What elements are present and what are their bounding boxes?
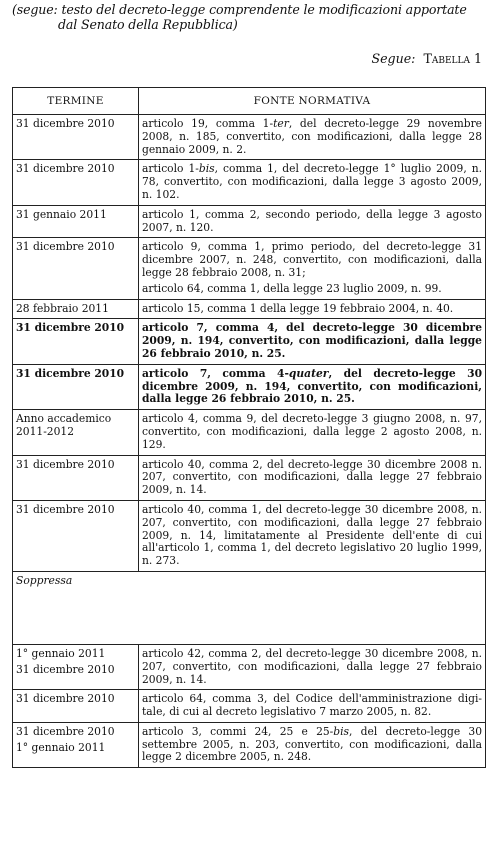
termine-cell bbox=[13, 410, 139, 455]
table-row bbox=[13, 690, 486, 723]
column-header-termine: TERMINE bbox=[13, 88, 139, 115]
termine-cell bbox=[13, 455, 139, 500]
fonte-normativa-cell bbox=[139, 410, 486, 455]
fonte-normativa-text: articolo 1-bis, comma 1, del decreto-legge 1° luglio 2009, n. 78, convertito, con modificazioni, dalla legge 3 agosto 2009, n. 102. bbox=[142, 162, 483, 201]
termine-value: 1° gennaio 2011 bbox=[16, 646, 106, 660]
fonte-normativa-cell bbox=[139, 690, 486, 723]
termine-cell bbox=[13, 160, 139, 205]
fonte-normativa-text: articolo 1, comma 2, secondo periodo, della legge 3 agosto 2007, n. 120. bbox=[142, 207, 482, 234]
fonte-normativa-text: articolo 4, comma 9, del decreto-legge 3 giugno 2008, n. 97, convertito, con modificazioni, dalla legge 2 agosto 2008, n. 129. bbox=[142, 412, 482, 451]
termine-value: 31 dicembre 2010 bbox=[16, 502, 115, 516]
fonte-normativa-text: articolo 7, comma 4, del decreto-legge 30 dicembre 2009, n. 194, convertito, con modificazioni, dalla legge 26 febbraio 2010, n. 25. bbox=[142, 321, 482, 360]
termine-cell bbox=[13, 364, 139, 409]
termine-value: 28 febbraio 2011 bbox=[16, 301, 109, 315]
termine-cell bbox=[13, 238, 139, 299]
fonte-normativa-text: articolo 64, comma 1, della legge 23 luglio 2009, n. 99. bbox=[142, 281, 442, 295]
table-row bbox=[13, 455, 486, 500]
table-row bbox=[13, 160, 486, 205]
termine-cell bbox=[13, 500, 139, 571]
fonte-normativa-cell bbox=[139, 160, 486, 205]
fonte-normativa-text: articolo 64, comma 3, del Codice dell'amministrazione digi-tale, di cui al decreto legislativo 7 marzo 2005, n. 82. bbox=[142, 692, 482, 719]
document-header bbox=[12, 3, 484, 32]
table-row bbox=[13, 500, 486, 571]
fonte-normativa-text: articolo 9, comma 1, primo periodo, del decreto-legge 31 dicembre 2007, n. 248, convertito, con modificazioni, dalla legge 28 febbraio 2008, n. 31; bbox=[142, 240, 482, 279]
table-caption-label: Tabella 1 bbox=[423, 51, 482, 66]
fonte-normativa-cell bbox=[139, 319, 486, 364]
termine-value: Anno accademico 2011-2012 bbox=[16, 412, 112, 438]
termine-cell bbox=[13, 644, 139, 689]
termine-value: 31 dicembre 2010 bbox=[16, 117, 115, 130]
table-row bbox=[13, 205, 486, 238]
termine-cell bbox=[13, 722, 139, 767]
fonte-normativa-cell bbox=[139, 364, 486, 409]
table-row bbox=[13, 299, 486, 319]
table-row bbox=[13, 644, 486, 689]
termine-value: 31 dicembre 2010 bbox=[16, 240, 115, 254]
header-line-1: (segue: testo del decreto-legge comprendente le modificazioni apportate bbox=[12, 2, 467, 17]
table-row bbox=[13, 238, 486, 299]
fonte-normativa-cell bbox=[139, 238, 486, 299]
termine-value: 31 dicembre 2010 bbox=[16, 457, 115, 471]
fonte-normativa-text: articolo 7, comma 4-quater, del decreto-legge 30 dicembre 2009, n. 194, convertito, con modificazioni, dalla legge 26 febbraio 2010, n. 25. bbox=[142, 366, 483, 406]
table-row bbox=[13, 410, 486, 455]
termine-value: 31 dicembre 2010 bbox=[16, 321, 125, 335]
header-line-2: dal Senato della Repubblica) bbox=[58, 16, 238, 32]
fonte-normativa-cell bbox=[139, 115, 486, 160]
termine-value: 1° gennaio 2011 bbox=[16, 740, 106, 754]
termine-cell bbox=[13, 319, 139, 364]
termine-cell bbox=[13, 299, 139, 319]
termine-value: 31 dicembre 2010 bbox=[16, 692, 115, 706]
fonte-normativa-cell bbox=[139, 644, 486, 689]
termine-cell bbox=[13, 690, 139, 723]
termine-value: 31 dicembre 2010 bbox=[16, 724, 115, 738]
fonte-normativa-cell bbox=[139, 500, 486, 571]
termine-cell bbox=[13, 205, 139, 238]
table-row bbox=[13, 722, 486, 767]
termine-value: 31 dicembre 2010 bbox=[16, 366, 125, 380]
soppressa-cell: Soppressa bbox=[13, 571, 486, 644]
fonte-normativa-cell bbox=[139, 722, 486, 767]
termine-value: 31 dicembre 2010 bbox=[16, 162, 115, 176]
termine-value: 31 dicembre 2010 bbox=[16, 662, 115, 676]
fonte-normativa-text: articolo 42, comma 2, del decreto-legge 30 dicembre 2008, n. 207, convertito, con modificazioni, dalla legge 27 febbraio 2009, n. 14. bbox=[142, 646, 482, 686]
fonte-normativa-text: articolo 3, commi 24, 25 e 25-bis, del decreto-legge 30 settembre 2005, n. 203, convertito, con modificazioni, dalla legge 2 dicembre 2005, n. 248. bbox=[142, 724, 482, 764]
fonte-normativa-text: articolo 19, comma 1-ter, del decreto-legge 29 novembre 2008, n. 185, convertito, con modificazioni, dalla legge 28 gennaio 2009, n. 2. bbox=[142, 117, 482, 156]
table-row bbox=[13, 364, 486, 409]
fonte-normativa-text: articolo 40, comma 1, del decreto-legge 30 dicembre 2008, n. 207, convertito, con modificazioni, dalla legge 27 febbraio 2009, n. 14, limitatamente al Presidente dell'ente di cui all'articolo 1, comma 1, del decreto legislativo 20 luglio 1999, n. 273. bbox=[142, 502, 482, 568]
table-caption-prefix: Segue: bbox=[371, 51, 416, 66]
table-header-row bbox=[13, 88, 486, 115]
table-row bbox=[13, 571, 486, 644]
table-row bbox=[13, 319, 486, 364]
termine-cell bbox=[13, 115, 139, 160]
table-row bbox=[13, 115, 486, 160]
termine-value: 31 gennaio 2011 bbox=[16, 207, 107, 221]
table-body bbox=[13, 115, 486, 768]
column-header-fonte-normativa: FONTE NORMATIVA bbox=[139, 88, 486, 115]
fonte-normativa-text: articolo 40, comma 2, del decreto-legge 30 dicembre 2008 n. 207, convertito, con modificazioni, dalla legge 27 febbraio 2009, n. 14. bbox=[142, 457, 482, 497]
table-caption bbox=[371, 51, 482, 66]
fonte-normativa-cell bbox=[139, 299, 486, 319]
fonte-normativa-cell bbox=[139, 205, 486, 238]
fonte-normativa-text: articolo 15, comma 1 della legge 19 febbraio 2004, n. 40. bbox=[142, 301, 454, 315]
deadlines-table bbox=[12, 87, 486, 768]
fonte-normativa-cell bbox=[139, 455, 486, 500]
